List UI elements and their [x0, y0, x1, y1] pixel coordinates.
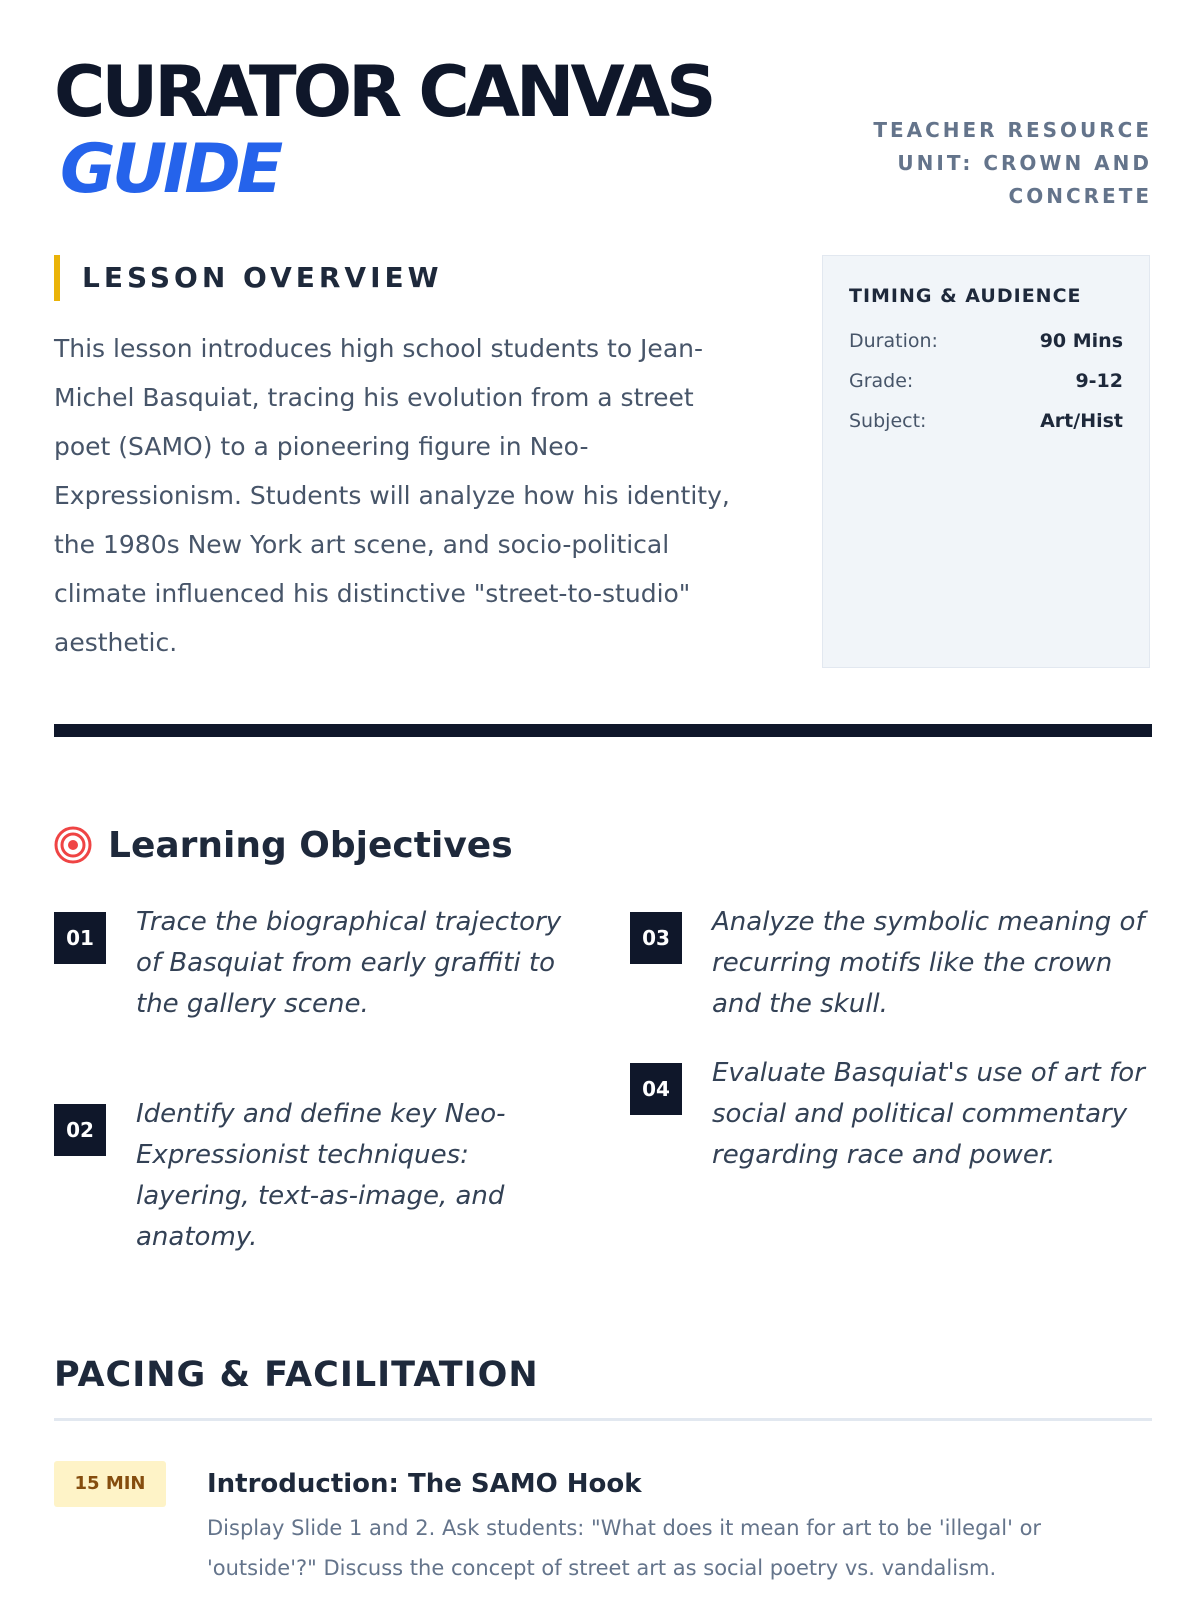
meta-unit-line1: UNIT: CROWN AND — [897, 151, 1152, 175]
pacing-step-description: Display Slide 1 and 2. Ask students: "What does it mean for art to be 'illegal' or 'outside'?" Discuss the concept of street art as social poetry vs. vandalism. — [207, 1516, 1042, 1580]
section-divider — [54, 724, 1152, 737]
objective-text: Identify and define key Neo-Expressionist techniques: layering, text-as-image, and anatomy. — [136, 1099, 506, 1252]
header-meta — [852, 114, 1152, 213]
page-title: CURATOR CANVAS — [54, 51, 713, 133]
info-row-grade — [849, 361, 1123, 401]
info-box-title: TIMING & AUDIENCE — [849, 285, 1082, 307]
objective-number: 01 — [54, 912, 106, 964]
objective-number: 03 — [630, 912, 682, 964]
info-label: Duration: — [849, 330, 938, 352]
overview-heading: LESSON OVERVIEW — [54, 255, 443, 301]
info-value: 90 Mins — [1039, 330, 1123, 352]
meta-unit-line2: CONCRETE — [1008, 184, 1152, 208]
pacing-heading: PACING & FACILITATION — [54, 1355, 539, 1395]
objective-item — [54, 1094, 574, 1264]
info-value: Art/Hist — [1040, 410, 1123, 432]
objective-text: Evaluate Basquiat's use of art for social and political commentary regarding race and power. — [712, 1058, 1145, 1170]
objectives-heading — [54, 820, 513, 870]
info-row-duration — [849, 321, 1123, 361]
objective-text: Analyze the symbolic meaning of recurring motifs like the crown and the skull. — [712, 907, 1145, 1019]
objective-number: 04 — [630, 1063, 682, 1115]
pacing-step-title: Introduction: The SAMO Hook — [207, 1469, 642, 1499]
page-title-accent: GUIDE — [60, 130, 280, 209]
lesson-guide-page — [54, 0, 1152, 1600]
page-header — [54, 52, 1152, 222]
timing-audience-box — [822, 255, 1150, 668]
info-label: Grade: — [849, 370, 914, 392]
pacing-duration-badge: 15 MIN — [54, 1461, 166, 1507]
info-value: 9-12 — [1075, 370, 1123, 392]
target-icon — [54, 826, 92, 864]
objectives-heading-text: Learning Objectives — [108, 824, 513, 866]
overview-text: This lesson introduces high school students to Jean-Michel Basquiat, tracing his evolution from a street poet (SAMO) to a pioneering figure in Neo-Expressionism. Students will analyze how his identity, the 1980s New York art scene, and socio-political climate influenced his distinctive "street-to-studio" aesthetic. — [54, 334, 730, 657]
objective-text: Trace the biographical trajectory of Basquiat from early graffiti to the gallery scene. — [136, 907, 562, 1019]
info-label: Subject: — [849, 410, 927, 432]
objective-item — [54, 902, 574, 1072]
objective-item — [630, 902, 1150, 1032]
meta-resource-type: TEACHER RESOURCE — [873, 118, 1152, 142]
pacing-divider — [54, 1418, 1152, 1421]
objective-number: 02 — [54, 1104, 106, 1156]
objective-item — [630, 1053, 1150, 1223]
info-row-subject — [849, 401, 1123, 441]
